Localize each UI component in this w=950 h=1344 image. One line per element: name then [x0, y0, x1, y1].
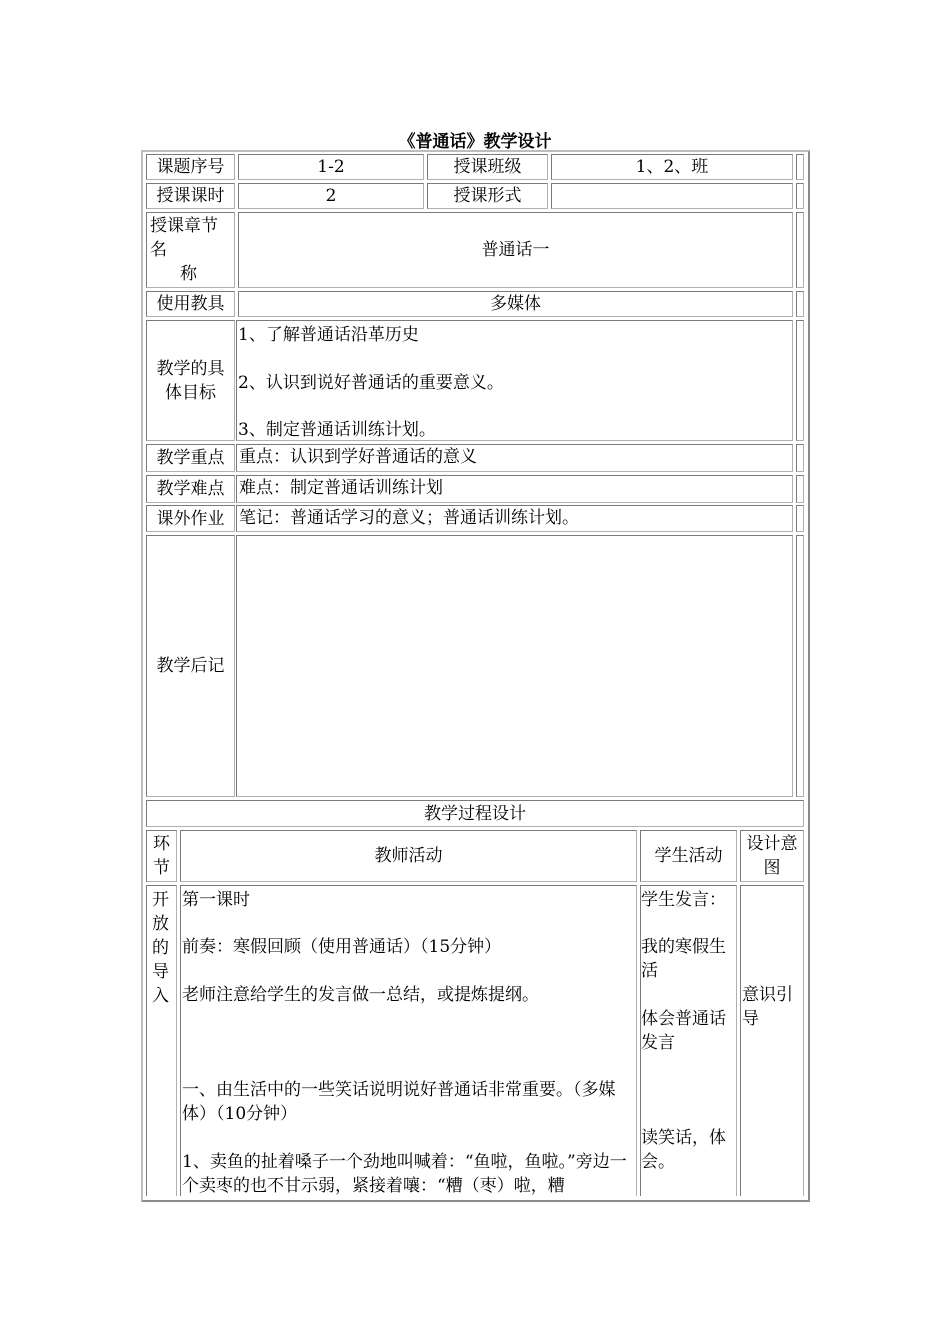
- key-value: 重点：认识到学好普通话的意义: [236, 444, 793, 472]
- goals-cell: [236, 320, 793, 441]
- process-heading: 教学过程设计: [146, 800, 804, 827]
- edge-cell: [796, 291, 804, 317]
- edge-cell: [796, 535, 804, 797]
- goal-item: 2、认识到说好普通话的重要意义。: [238, 373, 504, 393]
- col-student-header: 学生活动: [640, 830, 737, 882]
- goals-label: 教学的具体目标: [146, 320, 235, 441]
- col-intent-header: 设计意图: [740, 830, 804, 882]
- student-line: 学生发言：: [641, 890, 726, 910]
- key-label: 教学重点: [146, 444, 235, 472]
- edge-cell: [796, 320, 804, 441]
- lesson-no-label: 课题序号: [146, 154, 235, 180]
- col-stage-header: 环节: [146, 830, 177, 882]
- form-label: 授课形式: [427, 183, 548, 209]
- difficult-value: 难点：制定普通话训练计划: [236, 475, 793, 503]
- tools-value: 多媒体: [238, 291, 793, 317]
- chapter-value: 普通话一: [238, 212, 793, 288]
- teacher-line: 第一课时: [182, 890, 250, 910]
- hours-value: 2: [238, 183, 424, 209]
- tools-label: 使用教具: [146, 291, 235, 317]
- student-line: 我的寒假生活: [641, 937, 726, 981]
- document-title: 《普通话》教学设计: [398, 132, 552, 152]
- teacher-line: 前奏：寒假回顾（使用普通话）（15分钟）: [182, 937, 502, 957]
- notes-label: 教学后记: [146, 535, 235, 797]
- teacher-line: 1、卖鱼的扯着嗓子一个劲地叫喊着：“鱼啦，鱼啦。”旁边一个卖枣的也不甘示弱，紧接着嚷：“糟（枣）啦，糟: [182, 1152, 627, 1196]
- goal-item: 3、制定普通话训练计划。: [238, 420, 436, 440]
- goal-item: 1、了解普通话沿革历史: [238, 325, 419, 345]
- stage-name: 开放的导入: [152, 890, 169, 1006]
- class-value: 1、2、班: [551, 154, 793, 180]
- lesson-no-value: 1-2: [238, 154, 424, 180]
- teacher-activity-cell: [180, 885, 637, 1196]
- stage-cell: [146, 885, 177, 1196]
- edge-cell: [796, 475, 804, 503]
- intent-cell: [740, 885, 804, 1196]
- class-label: 授课班级: [427, 154, 548, 180]
- teacher-line: 老师注意给学生的发言做一总结，或提炼提纲。: [182, 985, 539, 1005]
- col-teacher-header: 教师活动: [180, 830, 637, 882]
- chapter-label-line1: 授课章节名: [150, 216, 218, 260]
- edge-cell: [796, 183, 804, 209]
- student-activity-cell: [640, 885, 737, 1196]
- notes-value: [236, 535, 793, 797]
- chapter-label-line2: 称: [180, 264, 197, 284]
- chapter-label: [146, 212, 235, 288]
- edge-cell: [796, 505, 804, 532]
- homework-label: 课外作业: [146, 505, 235, 532]
- teacher-line: 一、由生活中的一些笑话说明说好普通话非常重要。（多媒体）（10分钟）: [182, 1080, 616, 1124]
- student-line: 读笑话，体会。: [641, 1128, 726, 1172]
- edge-cell: [796, 212, 804, 288]
- hours-label: 授课课时: [146, 183, 235, 209]
- edge-cell: [796, 154, 804, 180]
- student-line: 体会普通话发言: [641, 1009, 726, 1053]
- homework-value: 笔记：普通话学习的意义；普通话训练计划。: [236, 505, 793, 532]
- edge-cell: [796, 444, 804, 472]
- intent-text: 意识引导: [742, 985, 793, 1029]
- difficult-label: 教学难点: [146, 475, 235, 503]
- form-value: [551, 183, 793, 209]
